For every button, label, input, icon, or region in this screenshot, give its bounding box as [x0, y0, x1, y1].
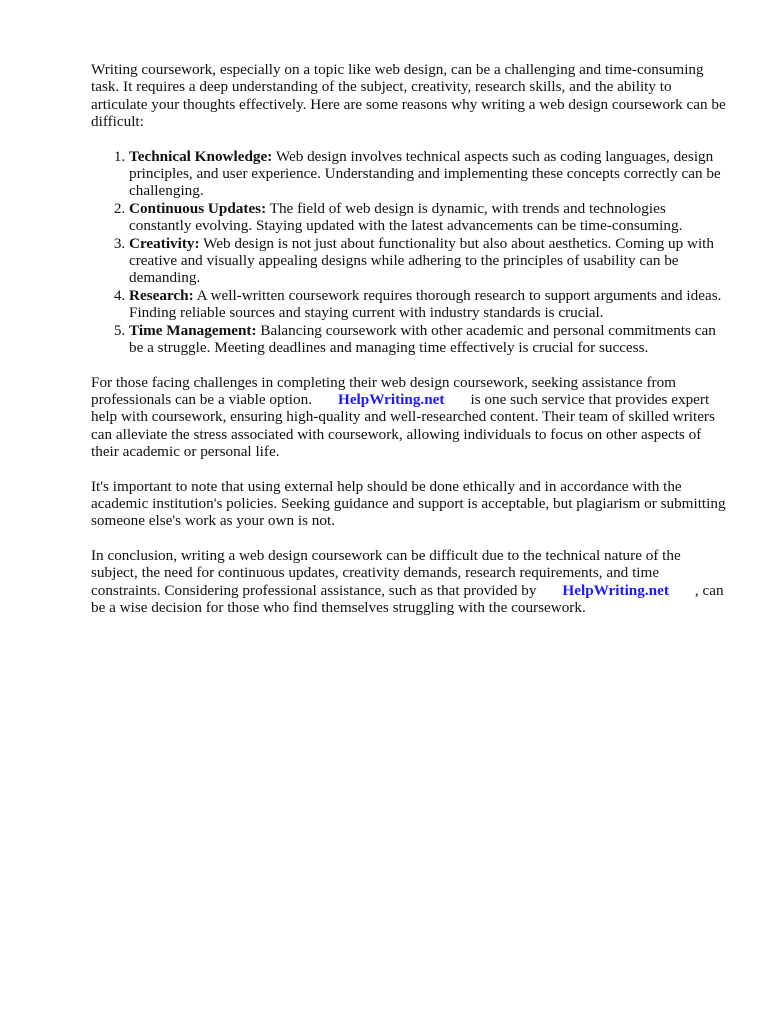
intro-paragraph: Writing coursework, especially on a topic like web design, can be a challenging and time-consuming task. It requires a deep understanding of the subject, creativity, research skills, and the ability to articulate your thoughts effectively. Here are some reasons why writing a web design coursework can be difficult:: [91, 61, 726, 131]
list-item: [129, 322, 731, 357]
conclusion-text-before: In conclusion, writing a web design coursework can be difficult due to the technical nature of the subject, the need for continuous updates, creativity demands, research requirements, and time constraints. Considering professional assistance, such as that provided by: [91, 546, 681, 599]
list-item: [129, 287, 731, 322]
list-item: [129, 148, 731, 200]
helpwriting-link[interactable]: HelpWriting.net: [562, 581, 669, 599]
list-item: [129, 235, 731, 287]
reason-term: Research:: [129, 286, 194, 304]
reason-text: Balancing coursework with other academic and personal commitments can be a struggle. Meeting deadlines and managing time effectively is crucial for success.: [129, 321, 716, 357]
document-page: [91, 61, 731, 633]
reason-term: Technical Knowledge:: [129, 147, 273, 165]
reason-text: Web design is not just about functionality but also about aesthetics. Coming up with creative and visually appealing designs while adhering to the principles of usability can be demanding.: [129, 234, 714, 287]
help-paragraph: [91, 374, 731, 461]
reasons-list: [91, 148, 731, 357]
conclusion-paragraph: [91, 547, 731, 617]
help-text-after: is one such service that provides expert help with coursework, ensuring high-quality and well-researched content. Their team of skilled writers can alleviate the stress associated with coursework, allowing individuals to focus on other aspects of their academic or personal life.: [91, 390, 715, 461]
help-text-before: For those facing challenges in completing their web design coursework, seeking assistance from professionals can be a viable option.: [91, 373, 676, 408]
list-item: [129, 200, 731, 235]
reason-term: Creativity:: [129, 234, 200, 252]
reason-term: Time Management:: [129, 321, 257, 339]
helpwriting-link[interactable]: HelpWriting.net: [338, 390, 445, 408]
reason-text: A well-written coursework requires thorough research to support arguments and ideas. Finding reliable sources and staying current with industry standards is crucial.: [129, 286, 722, 322]
ethics-paragraph: It's important to note that using external help should be done ethically and in accordance with the academic institution's policies. Seeking guidance and support is acceptable, but plagiarism or submitting someone else's work as your own is not.: [91, 477, 726, 530]
conclusion-text-after: , can be a wise decision for those who find themselves struggling with the coursework.: [91, 581, 724, 616]
reason-text: The field of web design is dynamic, with trends and technologies constantly evolving. Staying updated with the latest advancements can be time-consuming.: [129, 199, 683, 235]
reason-term: Continuous Updates:: [129, 199, 267, 217]
reason-text: Web design involves technical aspects such as coding languages, design principles, and user experience. Understanding and implementing these concepts correctly can be challenging.: [129, 147, 721, 200]
